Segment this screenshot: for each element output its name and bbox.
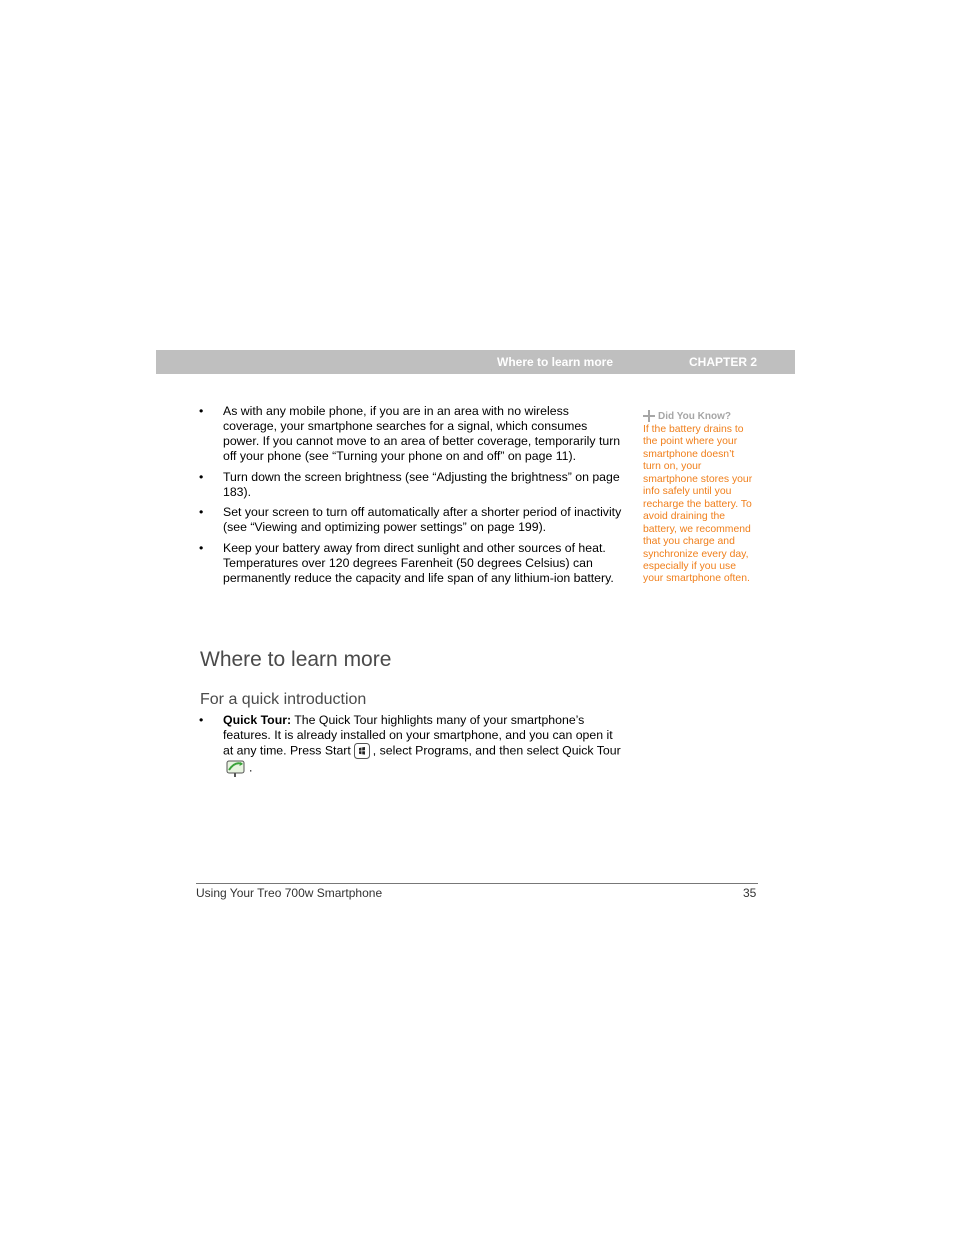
footer-divider: [196, 883, 758, 884]
section-heading: Where to learn more: [200, 648, 392, 671]
bullet-icon: •: [199, 505, 204, 520]
header-section-title: Where to learn more: [497, 355, 614, 369]
footer-book-title: Using Your Treo 700w Smartphone: [196, 886, 383, 900]
bullet-icon: •: [199, 404, 204, 418]
list-item-text: Turn down the screen brightness (see “Adjusting the brightness” on page 183).: [223, 469, 620, 499]
chapter-header-bar: [156, 350, 795, 374]
power-tips-list: [199, 404, 624, 592]
bullet-icon: •: [199, 713, 204, 727]
quick-tour-label: Quick Tour:: [223, 713, 292, 727]
windows-start-icon: [354, 743, 370, 759]
plus-icon: [643, 410, 655, 422]
list-item: [199, 505, 624, 535]
list-item-text: Keep your battery away from direct sunlight and other sources of heat. Temperatures over 120 degrees Farenheit (50 degrees Celsius) can permanently reduce the capacity and life span of any lithium-ion battery.: [223, 541, 614, 586]
bullet-icon: •: [199, 541, 204, 556]
did-you-know-text: If the battery drains to the point where your smartphone doesn’t turn on, your smartphone stores your info safely until you recharge the battery. To avoid draining the battery, we recommend that you charge and synchronize every day, especially if you use your smartphone often.: [643, 424, 753, 585]
list-item-text: As with any mobile phone, if you are in an area with no wireless coverage, your smartphone searches for a signal, which consumes power. If you cannot move to an area of better coverage, temporarily turn off your phone (see “Turning your phone on and off” on page 11).: [223, 404, 621, 463]
did-you-know-heading: Did You Know?: [658, 410, 731, 422]
bullet-icon: •: [199, 469, 204, 484]
list-item: [199, 541, 624, 586]
quick-tour-icon: [226, 759, 246, 777]
did-you-know-sidebar: [643, 410, 755, 586]
quick-tour-text-end: .: [249, 760, 253, 775]
subsection-heading: For a quick introduction: [200, 691, 367, 708]
list-item-text: Set your screen to turn off automatically after a shorter period of inactivity (see “Viewing and optimizing power settings” on page 199).: [223, 505, 622, 535]
quick-tour-text-1: The Quick Tour highlights many of your smartphone’s features. It is already installed on your smartphone, and you can open it at any time. Press Start: [223, 713, 613, 758]
did-you-know-heading-row: [643, 410, 755, 422]
footer-page-number: 35: [743, 886, 757, 900]
list-item: [199, 404, 624, 464]
quick-tour-list: [199, 713, 624, 777]
list-item: [199, 470, 624, 500]
list-item: [199, 713, 624, 777]
header-chapter-label: CHAPTER 2: [689, 355, 758, 369]
quick-tour-text-2: , select Programs, and then select Quick Tour: [372, 743, 621, 758]
